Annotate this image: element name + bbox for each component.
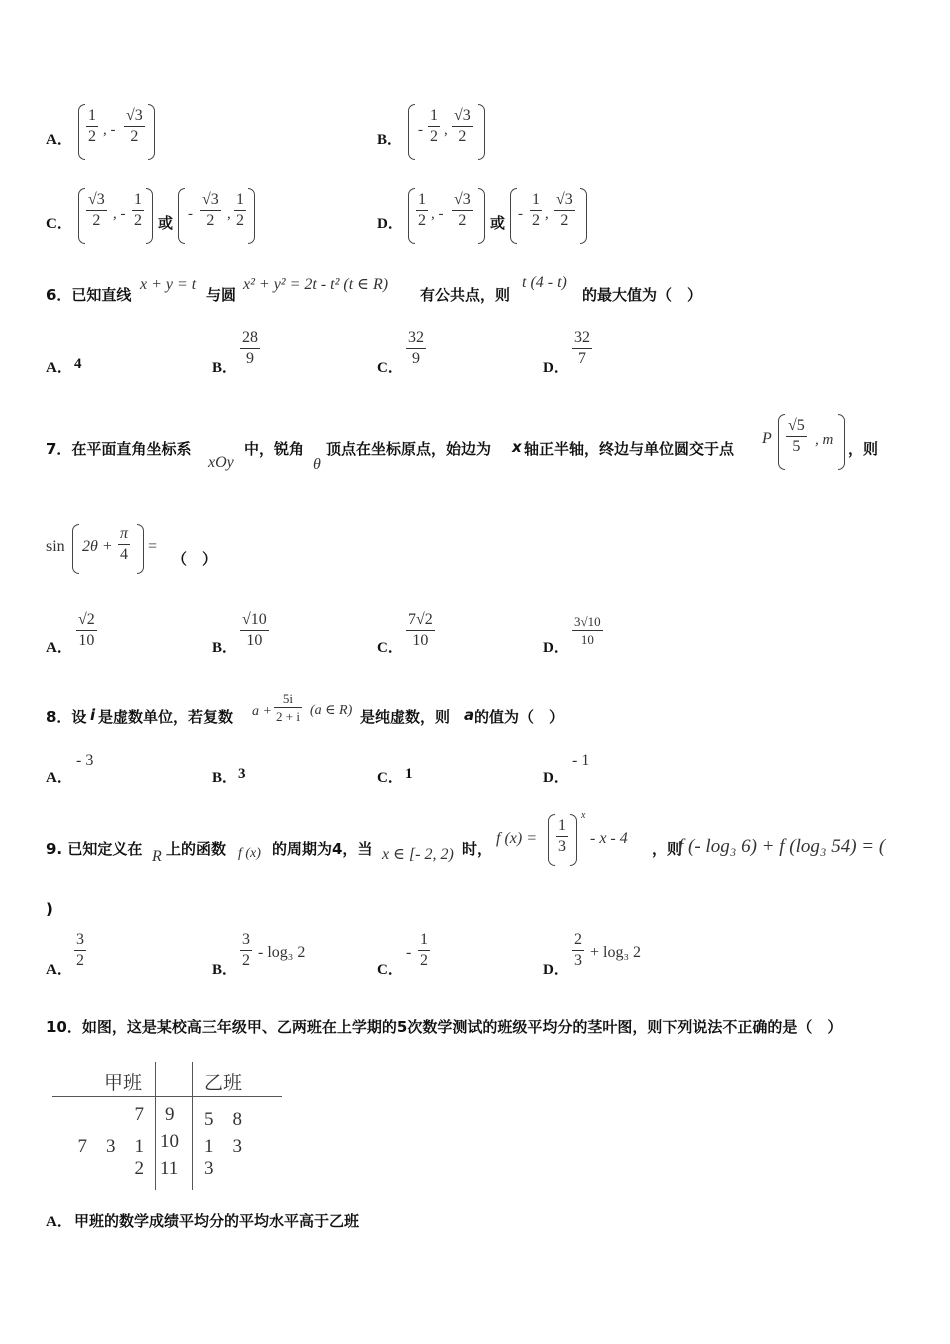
right-paren xyxy=(248,188,255,244)
option-label: D． xyxy=(377,216,403,232)
target-expression: t (4 - t) xyxy=(522,274,567,291)
option-label: A． xyxy=(46,132,72,148)
left-paren xyxy=(510,188,517,244)
right-paren xyxy=(570,814,577,866)
fraction: √3 2 xyxy=(454,191,471,229)
fraction: 3 2 xyxy=(76,931,84,969)
left-paren xyxy=(408,104,415,160)
fraction: 32 9 xyxy=(408,329,424,367)
stem-divider-right xyxy=(192,1062,193,1190)
left-paren xyxy=(78,188,85,244)
fraction: √3 2 xyxy=(202,191,219,229)
fraction: π 4 xyxy=(120,525,129,563)
fraction: 1 2 xyxy=(430,107,438,145)
fraction: √3 2 xyxy=(454,107,471,145)
fraction: 3 2 xyxy=(242,931,250,969)
fraction: 1 3 xyxy=(558,817,566,855)
fraction: 1 2 xyxy=(236,191,244,229)
circle-equation: x² + y² = 2t - t² (t ∈ R) xyxy=(243,276,389,293)
fraction: 1 2 xyxy=(134,191,142,229)
right-paren xyxy=(137,524,144,574)
header-class-yi: 乙班 xyxy=(204,1073,243,1094)
right-paren xyxy=(478,104,485,160)
fraction: √10 10 xyxy=(242,611,267,649)
left-paren xyxy=(178,188,185,244)
right-paren xyxy=(146,188,153,244)
fraction: 2 3 xyxy=(574,931,582,969)
fraction: 1 2 xyxy=(418,191,426,229)
right-paren xyxy=(148,104,155,160)
option-label: B． xyxy=(377,132,403,148)
line-equation: x + y = t xyxy=(140,276,197,293)
option-label: C． xyxy=(46,216,72,232)
fraction: √3 2 xyxy=(88,191,105,229)
fraction: √2 10 xyxy=(78,611,95,649)
fraction: 5i 2 + i xyxy=(276,691,300,724)
left-paren xyxy=(78,104,85,160)
right-paren xyxy=(478,188,485,244)
header-class-jia: 甲班 xyxy=(104,1073,143,1094)
left-paren xyxy=(72,524,79,574)
right-paren xyxy=(838,414,845,470)
fraction: 7√2 10 xyxy=(408,611,433,649)
left-paren xyxy=(548,814,555,866)
header-rule xyxy=(52,1096,282,1097)
fraction: 1 2 xyxy=(532,191,540,229)
fraction: 1 2 xyxy=(88,107,96,145)
fraction: 1 2 xyxy=(420,931,428,969)
left-paren xyxy=(778,414,785,470)
right-paren xyxy=(580,188,587,244)
fraction: √3 2 xyxy=(556,191,573,229)
fraction: √3 2 xyxy=(126,107,143,145)
stem-divider-left xyxy=(155,1062,156,1190)
fraction: √5 5 xyxy=(788,417,805,455)
fraction: 3√10 10 xyxy=(574,614,601,647)
fraction: 32 7 xyxy=(574,329,590,367)
left-paren xyxy=(408,188,415,244)
fraction: 28 9 xyxy=(242,329,258,367)
